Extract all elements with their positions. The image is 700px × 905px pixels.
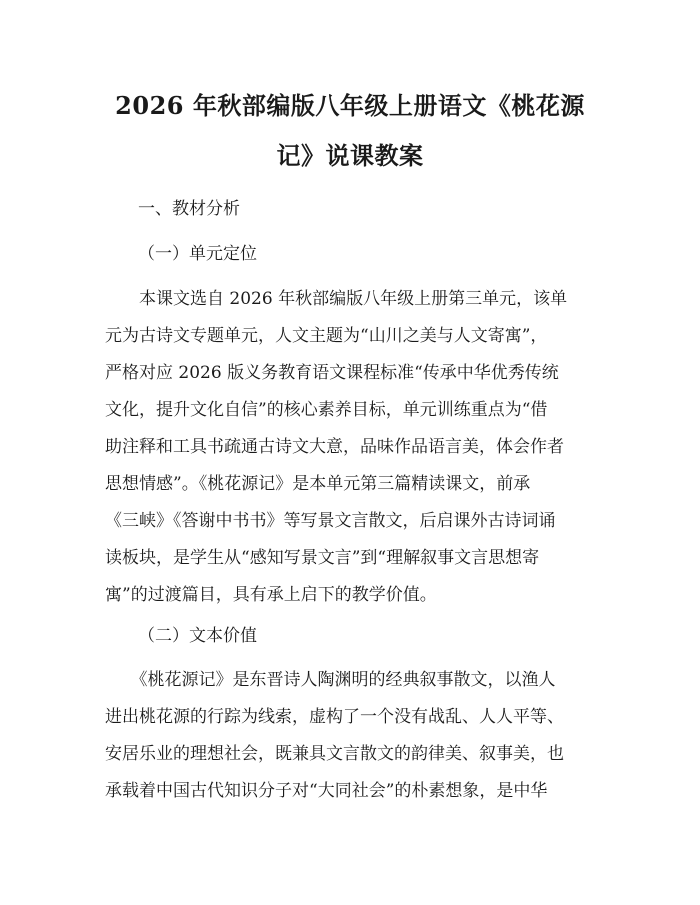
- paragraph-line: 助注释和工具书疏通古诗文大意，品味作品语言美，体会作者: [105, 437, 564, 457]
- paragraph-line: 安居乐业的理想社会，既兼具文言散文的韵律美、叙事美，也: [105, 744, 564, 764]
- paragraph-text-value: [105, 662, 599, 810]
- subsection-heading-unit-positioning: （一）单元定位: [138, 244, 257, 264]
- paragraph-line: 《三峡》《答谢中书书》等写景文言散文，后启课外古诗词诵: [105, 511, 556, 531]
- document-title-line2: 记》说课教案: [276, 141, 424, 170]
- paragraph-line: 进出桃花源的行踪为线索，虚构了一个没有战乱、人人平等、: [105, 707, 564, 727]
- document-title-line1: 2026 年秋部编版八年级上册语文《桃花源: [115, 91, 585, 120]
- paragraph-line: 思想情感”。《桃花源记》是本单元第三篇精读课文，前承: [105, 474, 531, 494]
- paragraph-line: 寓”的过渡篇目，具有承上启下的教学价值。: [105, 585, 437, 605]
- paragraph-line: 承载着中国古代知识分子对“大同社会”的朴素想象，是中华: [105, 781, 548, 801]
- paragraph-line: 严格对应 2026 版义务教育语文课程标准“传承中华优秀传统: [105, 363, 559, 383]
- paragraph-line: 元为古诗文专题单元，人文主题为“山川之美与人文寄寓”，: [105, 326, 548, 346]
- paragraph-line: 读板块，是学生从“感知写景文言”到“理解叙事文言思想寄: [105, 548, 540, 568]
- paragraph-unit-positioning: [105, 281, 599, 614]
- subsection-heading-text-value: （二）文本价值: [138, 626, 257, 646]
- paragraph-line: 文化，提升文化自信”的核心素养目标，单元训练重点为“借: [105, 400, 548, 420]
- paragraph-line: 本课文选自 2026 年秋部编版八年级上册第三单元，该单: [105, 289, 568, 309]
- paragraph-line: 《桃花源记》是东晋诗人陶渊明的经典叙事散文，以渔人: [105, 670, 556, 690]
- section-heading-textbook-analysis: 一、教材分析: [138, 199, 240, 219]
